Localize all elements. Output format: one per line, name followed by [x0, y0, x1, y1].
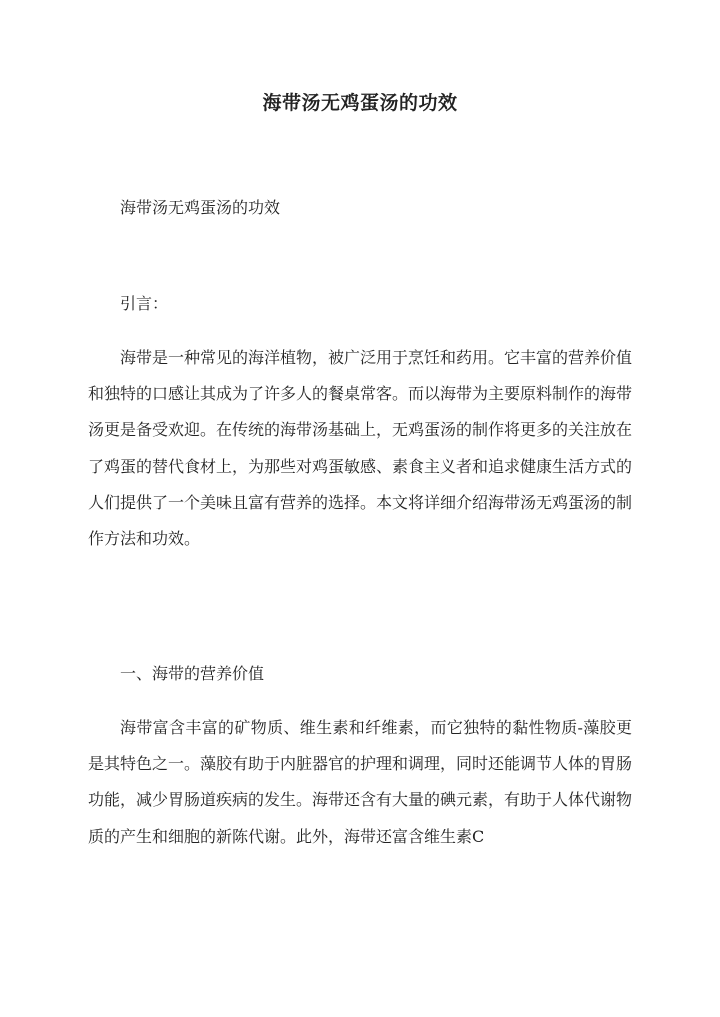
- section-heading-nutrition: 一、海带的营养价值: [120, 664, 265, 683]
- document-title: 海带汤无鸡蛋汤的功效: [262, 92, 458, 114]
- intro-heading: 引言：: [120, 294, 169, 313]
- section-paragraph-nutrition: 海带富含丰富的矿物质、维生素和纤维素，而它独特的黏性物质-藻胶更是其特色之一。藻胶有助于内脏器官的护理和调理，同时还能调节人体的胃肠功能，减少胃肠道疾病的发生。海带还含有大量的碘元素，有助于人体代谢物质的产生和细胞的新陈代谢。此外，海带还富含维生素C: [88, 718, 633, 846]
- document-subtitle: 海带汤无鸡蛋汤的功效: [120, 198, 281, 217]
- intro-paragraph: 海带是一种常见的海洋植物，被广泛用于烹饪和药用。它丰富的营养价值和独特的口感让其成为了许多人的餐桌常客。而以海带为主要原料制作的海带汤更是备受欢迎。在传统的海带汤基础上，无鸡蛋汤的制作将更多的关注放在了鸡蛋的替代食材上，为那些对鸡蛋敏感、素食主义者和追求健康生活方式的人们提供了一个美味且富有营养的选择。本文将详细介绍海带汤无鸡蛋汤的制作方法和功效。: [88, 348, 633, 549]
